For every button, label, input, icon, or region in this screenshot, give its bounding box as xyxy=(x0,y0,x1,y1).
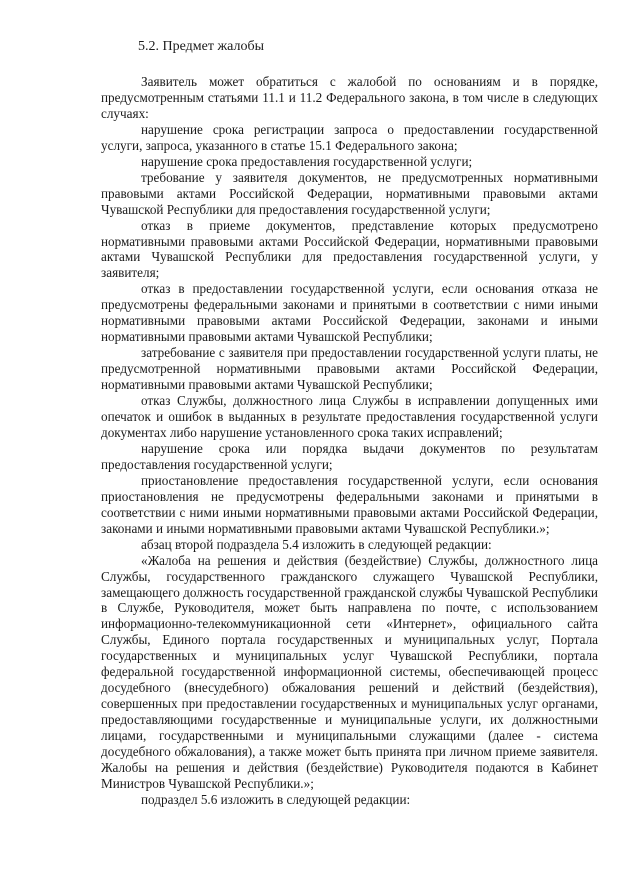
section-title: 5.2. Предмет жалобы xyxy=(138,39,264,54)
paragraph-case-documents-required: требование у заявителя документов, не предусмотренных нормативными правовыми актами Российской Федерации, нормативными правовыми актами Чувашской Республики для предоставления государственной услуги; xyxy=(101,169,598,217)
paragraph-case-fee: затребование с заявителя при предоставлении государственной услуги платы, не предусмотренной нормативными правовыми актами Российской Федерации, нормативными правовыми актами Чувашской Республики; xyxy=(101,345,598,393)
document-body xyxy=(101,74,598,808)
paragraph-intro: Заявитель может обратиться с жалобой по основаниям и в порядке, предусмотренным статьями 11.1 и 11.2 Федерального закона, в том числе в следующих случаях: xyxy=(101,74,598,121)
paragraph-amendment-5-6: подраздел 5.6 изложить в следующей редакции: xyxy=(141,791,411,807)
paragraph-complaint-channels: «Жалоба на решения и действия (бездействие) Службы, должностного лица Службы, государственного гражданского служащего Чувашской Республики, замещающего должность государственной гражданской службы Чувашской Республики в Службе, Руководителя, может быть направлена по почте, с использованием информационно-телекоммуникационной сети «Интернет», официального сайта Службы, Единого портала государственных и муниципальных услуг, Портала государственных и муниципальных услуг Чувашской Республики, портала федеральной государственной информационной системы, обеспечивающей процесс досудебного (внесудебного) обжалования решений и действий (бездействия), совершенных при предоставлении государственных и муниципальных услуг органами, предоставляющими государственные и муниципальные услуги, их должностными лицами, государственными и муниципальными служащими (далее - система досудебного обжалования), а также может быть принята при личном приеме заявителя. Жалобы на решения и действия (бездействие) Руководителя подаются в Кабинет Министров Чувашской Республики.»; xyxy=(101,552,598,791)
paragraph-case-corrections: отказ Службы, должностного лица Службы в исправлении допущенных ими опечаток и ошибок в выданных в результате предоставления государственной услуги документах либо нарушение установленного срока таких исправлений; xyxy=(101,393,598,440)
paragraph-case-issuance: нарушение срока или порядка выдачи документов по результатам предоставления государственной услуги; xyxy=(101,440,598,472)
paragraph-case-refusal-acceptance: отказ в приеме документов, представление которых предусмотрено нормативными правовыми актами Российской Федерации, нормативными правовыми актами Чувашской Республики для предоставления государственной услуги, у заявителя; xyxy=(101,217,598,281)
paragraph-amendment-5-4: абзац второй подраздела 5.4 изложить в следующей редакции: xyxy=(141,536,492,552)
paragraph-case-refusal-service: отказ в предоставлении государственной услуги, если основания отказа не предусмотрены федеральными законами и принятыми в соответствии с ними иными нормативными правовыми актами Российской Федерации, законами и иными нормативными правовыми актами Чувашской Республики; xyxy=(101,281,598,345)
paragraph-case-deadline: нарушение срока предоставления государственной услуги; xyxy=(141,153,473,169)
paragraph-case-registration: нарушение срока регистрации запроса о предоставлении государственной услуги, запроса, указанного в статье 15.1 Федерального закона; xyxy=(101,121,598,153)
paragraph-case-suspension: приостановление предоставления государственной услуги, если основания приостановления не предусмотрены федеральными законами и принятыми в соответствии с ними иными нормативными правовыми актами Российской Федерации, законами и иными нормативными правовыми актами Чувашской Республики.»; xyxy=(101,472,598,536)
